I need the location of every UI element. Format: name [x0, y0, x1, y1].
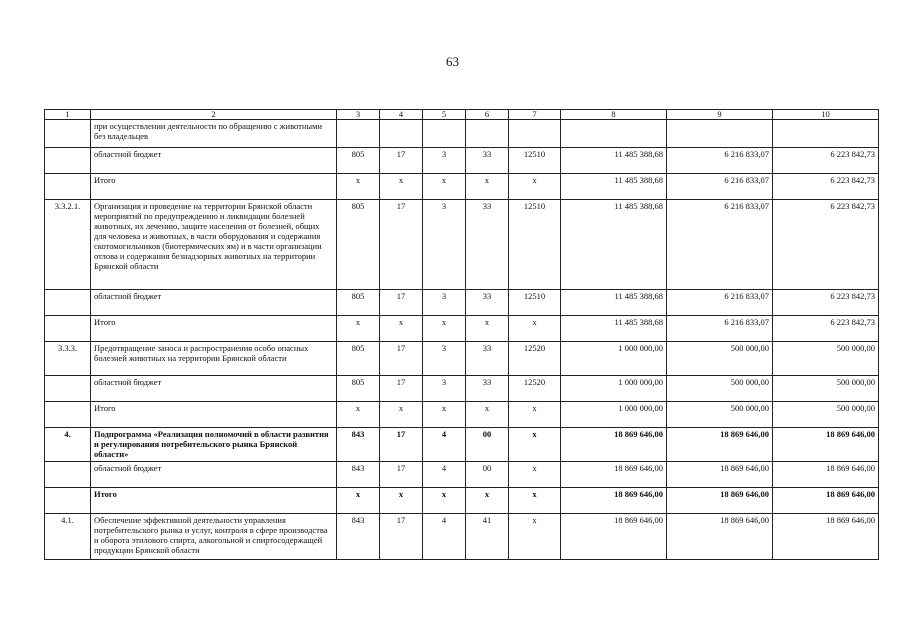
section-code: 17: [380, 462, 423, 488]
table-row: [45, 488, 879, 514]
direction-code: 12520: [509, 376, 561, 402]
grbs-code: 843: [337, 462, 380, 488]
row-code: 4.: [45, 428, 91, 462]
table-row: [45, 290, 879, 316]
row-code: [45, 120, 91, 148]
row-description: областной бюджет: [91, 148, 337, 174]
row-code: [45, 148, 91, 174]
grbs-code: 805: [337, 200, 380, 290]
budget-table: [44, 109, 879, 560]
header-row: [45, 110, 879, 120]
subsection-code: [423, 120, 466, 148]
section-code: 17: [380, 148, 423, 174]
section-code: 17: [380, 342, 423, 376]
table-row: [45, 120, 879, 148]
direction-code: 12510: [509, 290, 561, 316]
amount-year-1: 1 000 000,00: [561, 342, 667, 376]
amount-year-2: 6 216 833,07: [667, 174, 773, 200]
row-description: областной бюджет: [91, 462, 337, 488]
row-description: Итого: [91, 402, 337, 428]
section-code: 17: [380, 200, 423, 290]
subsection-code: х: [423, 174, 466, 200]
amount-year-2: 500 000,00: [667, 342, 773, 376]
table-row: [45, 148, 879, 174]
table-row: [45, 514, 879, 560]
amount-year-3: 6 223 842,73: [773, 148, 879, 174]
row-description: областной бюджет: [91, 376, 337, 402]
section-code: 17: [380, 514, 423, 560]
amount-year-2: 6 216 833,07: [667, 290, 773, 316]
row-description: Итого: [91, 174, 337, 200]
direction-code: х: [509, 488, 561, 514]
amount-year-2: 500 000,00: [667, 402, 773, 428]
amount-year-1: 1 000 000,00: [561, 376, 667, 402]
row-description: Итого: [91, 316, 337, 342]
grbs-code: х: [337, 488, 380, 514]
section-code: х: [380, 174, 423, 200]
direction-code: х: [509, 514, 561, 560]
amount-year-1: [561, 120, 667, 148]
row-description: Предотвращение заноса и распространения особо опасных болезней животных на территории Брянской области: [91, 342, 337, 376]
section-code: 17: [380, 376, 423, 402]
section-code: [380, 120, 423, 148]
amount-year-2: 6 216 833,07: [667, 148, 773, 174]
amount-year-2: 6 216 833,07: [667, 316, 773, 342]
subsection-code: х: [423, 488, 466, 514]
program-code: х: [466, 402, 509, 428]
direction-code: 12510: [509, 148, 561, 174]
row-code: [45, 174, 91, 200]
subsection-code: 4: [423, 428, 466, 462]
row-code: 3.3.2.1.: [45, 200, 91, 290]
table-row: [45, 376, 879, 402]
program-code: 41: [466, 514, 509, 560]
column-header-4: 4: [380, 110, 423, 120]
row-code: [45, 290, 91, 316]
program-code: 33: [466, 376, 509, 402]
amount-year-3: 500 000,00: [773, 342, 879, 376]
section-code: 17: [380, 290, 423, 316]
table-row: [45, 342, 879, 376]
subsection-code: 4: [423, 514, 466, 560]
direction-code: х: [509, 316, 561, 342]
table-row: [45, 428, 879, 462]
column-header-7: 7: [509, 110, 561, 120]
amount-year-3: 18 869 646,00: [773, 462, 879, 488]
table-row: [45, 174, 879, 200]
section-code: 17: [380, 428, 423, 462]
program-code: 33: [466, 342, 509, 376]
program-code: 33: [466, 148, 509, 174]
amount-year-1: 18 869 646,00: [561, 462, 667, 488]
subsection-code: 4: [423, 462, 466, 488]
grbs-code: х: [337, 316, 380, 342]
amount-year-3: 18 869 646,00: [773, 428, 879, 462]
amount-year-3: 18 869 646,00: [773, 488, 879, 514]
direction-code: 12520: [509, 342, 561, 376]
program-code: 33: [466, 290, 509, 316]
grbs-code: х: [337, 174, 380, 200]
amount-year-2: 18 869 646,00: [667, 462, 773, 488]
column-header-6: 6: [466, 110, 509, 120]
section-code: х: [380, 316, 423, 342]
direction-code: х: [509, 402, 561, 428]
column-header-10: 10: [773, 110, 879, 120]
amount-year-1: 11 485 388,68: [561, 316, 667, 342]
column-header-3: 3: [337, 110, 380, 120]
amount-year-3: 6 223 842,73: [773, 200, 879, 290]
amount-year-3: [773, 120, 879, 148]
page-number: 63: [446, 54, 459, 69]
subsection-code: 3: [423, 376, 466, 402]
amount-year-1: 11 485 388,68: [561, 200, 667, 290]
amount-year-2: 500 000,00: [667, 376, 773, 402]
row-description: при осуществлении деятельности по обращению с животными без владельцев: [91, 120, 337, 148]
row-code: 4.1.: [45, 514, 91, 560]
program-code: 00: [466, 428, 509, 462]
row-code: 3.3.3.: [45, 342, 91, 376]
amount-year-3: 500 000,00: [773, 402, 879, 428]
row-description: областной бюджет: [91, 290, 337, 316]
program-code: 33: [466, 200, 509, 290]
program-code: 00: [466, 462, 509, 488]
row-code: [45, 462, 91, 488]
amount-year-3: 6 223 842,73: [773, 316, 879, 342]
amount-year-3: 6 223 842,73: [773, 174, 879, 200]
amount-year-1: 1 000 000,00: [561, 402, 667, 428]
amount-year-2: 18 869 646,00: [667, 488, 773, 514]
direction-code: 12510: [509, 200, 561, 290]
amount-year-3: 500 000,00: [773, 376, 879, 402]
subsection-code: 3: [423, 148, 466, 174]
table-row: [45, 316, 879, 342]
amount-year-2: [667, 120, 773, 148]
row-code: [45, 316, 91, 342]
subsection-code: х: [423, 316, 466, 342]
program-code: [466, 120, 509, 148]
program-code: х: [466, 316, 509, 342]
amount-year-1: 11 485 388,68: [561, 174, 667, 200]
table-row: [45, 200, 879, 290]
table-row: [45, 402, 879, 428]
subsection-code: 3: [423, 290, 466, 316]
amount-year-3: 18 869 646,00: [773, 514, 879, 560]
grbs-code: 805: [337, 376, 380, 402]
row-code: [45, 488, 91, 514]
column-header-1: 1: [45, 110, 91, 120]
amount-year-2: 6 216 833,07: [667, 200, 773, 290]
row-description: Итого: [91, 488, 337, 514]
section-code: х: [380, 488, 423, 514]
grbs-code: [337, 120, 380, 148]
row-description: Обеспечение эффективной деятельности управления потребительского рынка и услуг, контроля в сфере производства и оборота этилового спирта, алкогольной и спиртосодержащей продукции Брянской области: [91, 514, 337, 560]
column-header-2: 2: [91, 110, 337, 120]
amount-year-1: 11 485 388,68: [561, 290, 667, 316]
grbs-code: х: [337, 402, 380, 428]
subsection-code: 3: [423, 342, 466, 376]
grbs-code: 843: [337, 428, 380, 462]
table-row: [45, 462, 879, 488]
section-code: х: [380, 402, 423, 428]
amount-year-1: 18 869 646,00: [561, 514, 667, 560]
row-code: [45, 402, 91, 428]
grbs-code: 843: [337, 514, 380, 560]
subsection-code: 3: [423, 200, 466, 290]
subsection-code: х: [423, 402, 466, 428]
amount-year-1: 18 869 646,00: [561, 488, 667, 514]
program-code: х: [466, 174, 509, 200]
amount-year-1: 11 485 388,68: [561, 148, 667, 174]
program-code: х: [466, 488, 509, 514]
direction-code: х: [509, 462, 561, 488]
column-header-8: 8: [561, 110, 667, 120]
amount-year-3: 6 223 842,73: [773, 290, 879, 316]
grbs-code: 805: [337, 290, 380, 316]
column-header-5: 5: [423, 110, 466, 120]
row-description: Подпрограмма «Реализация полномочий в области развития и регулирования потребительского рынка Брянской области»: [91, 428, 337, 462]
direction-code: х: [509, 428, 561, 462]
direction-code: х: [509, 174, 561, 200]
row-description: Организация и проведение на территории Брянской области мероприятий по предупреждению и ликвидации болезней животных, их лечению, защите населения от болезней, общих для человека и животных, в части оборудования и содержания скотомогильников (биотермических ям) и в части организации отлова и содержания безнадзорных животных на территории Брянской области: [91, 200, 337, 290]
amount-year-2: 18 869 646,00: [667, 514, 773, 560]
grbs-code: 805: [337, 148, 380, 174]
grbs-code: 805: [337, 342, 380, 376]
column-header-9: 9: [667, 110, 773, 120]
amount-year-1: 18 869 646,00: [561, 428, 667, 462]
direction-code: [509, 120, 561, 148]
row-code: [45, 376, 91, 402]
amount-year-2: 18 869 646,00: [667, 428, 773, 462]
